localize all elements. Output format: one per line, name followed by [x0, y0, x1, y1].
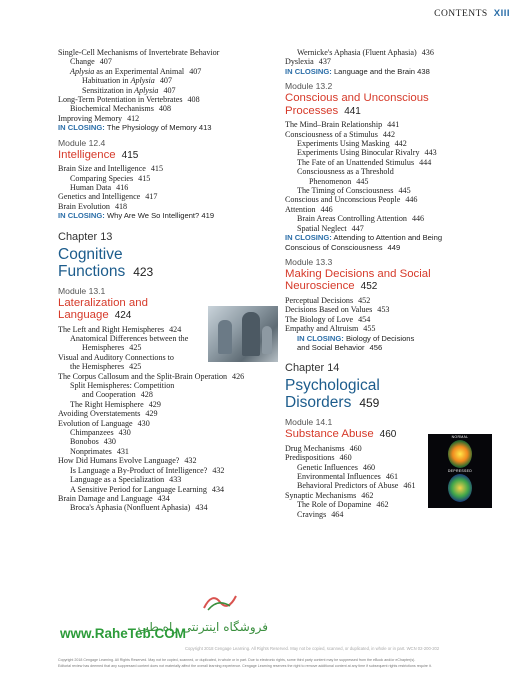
toc-entry-page: 442	[394, 139, 407, 149]
toc-entry-page: 446	[320, 204, 333, 214]
module-label: Module 13.3	[285, 256, 333, 267]
toc-entry-title: The Right Hemisphere	[70, 399, 144, 409]
toc-entry-page: 432	[184, 456, 197, 466]
toc-entry-title: Genetics and Intelligence	[58, 192, 141, 202]
toc-entry-title: Environmental Influences	[297, 472, 381, 482]
brain-scan-depressed	[448, 474, 472, 502]
brain-scan-image	[428, 434, 492, 508]
toc-entry[interactable]	[58, 466, 280, 475]
toc-entry-title: Brain Areas Controlling Attention	[297, 214, 407, 224]
module-label: Module 12.4	[58, 137, 106, 148]
toc-entry[interactable]	[285, 224, 513, 233]
copyright-line: Copyright 2018 Cengage Learning. All Rights Reserved. May not be copied, scanned, or duplicated, in whole or in part. Due to electronic rights, some third party content may be suppressed from the eBook and/or eChapter(s).	[58, 658, 416, 662]
toc-entry-title: Is Language a By-Product of Intelligence?	[70, 465, 208, 475]
toc-entry-title: Change	[70, 57, 95, 67]
toc-entry-title: Experiments Using Binocular Rivalry	[297, 148, 420, 158]
toc-entry-title: Empathy and Altruism	[285, 324, 359, 334]
toc-entry[interactable]	[58, 202, 280, 211]
toc-entry[interactable]	[58, 372, 280, 381]
toc-entry[interactable]	[285, 205, 513, 214]
toc-entry-page: 433	[169, 475, 182, 485]
toc-entry-title: The Corpus Callosum and the Split-Brain Operation	[58, 371, 228, 381]
toc-entry[interactable]	[285, 139, 513, 148]
toc-entry[interactable]	[58, 183, 280, 192]
toc-entry-page: 460	[339, 453, 352, 463]
toc-entry-page: 446	[405, 195, 418, 205]
toc-entry-title: Decisions Based on Values	[285, 305, 373, 315]
header-label: CONTENTS	[434, 9, 488, 19]
toc-left-column	[58, 48, 280, 513]
toc-entry-page: 452	[358, 295, 371, 305]
toc-entry-page: 430	[103, 437, 116, 447]
watermark-logo-icon	[200, 590, 240, 612]
toc-entry-title: Wernicke's Aphasia (Fluent Aphasia)	[297, 48, 417, 57]
toc-entry-title: Perceptual Decisions	[285, 295, 354, 305]
toc-entry-page: 464	[331, 509, 344, 519]
toc-entry[interactable]	[285, 305, 513, 314]
toc-entry-title: Predispositions	[285, 453, 335, 463]
toc-entry-title: Cravings	[297, 509, 327, 519]
toc-entry[interactable]	[285, 510, 513, 519]
toc-entry[interactable]	[58, 48, 280, 57]
toc-entry-title: Synaptic Mechanisms	[285, 490, 357, 500]
toc-entry-page: 407	[159, 76, 172, 86]
toc-entry-title: the Hemispheres	[70, 362, 125, 372]
toc-entry-page: 444	[419, 157, 432, 167]
toc-entry-page: 434	[157, 493, 170, 503]
toc-entry[interactable]	[58, 456, 280, 465]
in-closing-12-3[interactable]: IN CLOSING: The Physiology of Memory 413	[58, 123, 212, 133]
toc-entry-page: 445	[398, 186, 411, 196]
copyright-line: Copyright 2018 Cengage Learning. All Rights Reserved. May not be copied, scanned, or duplicated, in whole or in part. WCN 02-200-202	[185, 646, 440, 651]
toc-entry-page: 407	[163, 85, 176, 95]
toc-group-13-3	[285, 296, 513, 334]
toc-entry-page: 445	[356, 176, 369, 186]
toc-entry-title: A Sensitive Period for Language Learning	[70, 484, 207, 494]
toc-entry-title: Biochemical Mechanisms	[70, 104, 154, 114]
toc-entry-page: 430	[137, 418, 150, 428]
toc-entry-title: Broca's Aphasia (Nonfluent Aphasia)	[70, 503, 191, 513]
toc-entry-page: 455	[363, 324, 376, 334]
toc-entry[interactable]	[58, 437, 280, 446]
toc-entry-title: The Mind–Brain Relationship	[285, 120, 383, 130]
toc-entry-page: 453	[377, 305, 390, 315]
brain-label-normal: NORMAL	[451, 435, 469, 439]
toc-entry[interactable]	[58, 494, 280, 503]
module-title[interactable]: Making Decisions and Social Neuroscience 452	[285, 267, 431, 293]
toc-entry-page: 436	[421, 48, 434, 57]
toc-entry-title: Avoiding Overstatements	[58, 409, 141, 419]
toc-entry-page: 418	[114, 201, 128, 211]
toc-entry-page: 441	[387, 120, 400, 130]
toc-entry-title: Anatomical Differences between the	[70, 334, 189, 343]
toc-entry-page: 426	[232, 371, 245, 381]
toc-entry-title: Hemispheres	[82, 343, 125, 353]
toc-entry[interactable]	[58, 503, 280, 512]
brain-label-depressed: DEPRESSED	[447, 469, 473, 473]
toc-entry-page: 425	[129, 362, 142, 372]
brain-scan-normal	[448, 440, 472, 468]
toc-entry-page: 408	[158, 104, 171, 114]
toc-entry-page: 437	[318, 57, 331, 67]
running-header	[434, 8, 510, 19]
chapter-title[interactable]: Psychological Disorders 459	[285, 377, 380, 412]
toc-entry[interactable]	[58, 164, 280, 173]
toc-entry-page: 432	[212, 465, 225, 475]
toc-entry-page: 462	[376, 500, 389, 510]
toc-entry[interactable]	[285, 48, 513, 57]
toc-entry-page: 430	[118, 428, 131, 438]
module-title[interactable]: Conscious and Unconscious Processes 441	[285, 92, 429, 117]
toc-entry-page: 460	[362, 462, 376, 472]
toc-entry[interactable]	[58, 104, 280, 113]
toc-entry-title: Bonobos	[70, 437, 99, 447]
toc-entry[interactable]	[285, 148, 513, 157]
module-title[interactable]: Substance Abuse 460	[285, 428, 397, 441]
toc-entry-page: 412	[127, 113, 140, 123]
toc-entry-title: The Timing of Consciousness	[297, 186, 394, 196]
toc-entry-page: 434	[211, 484, 225, 494]
toc-entry-title: Genetic Influences	[297, 462, 358, 472]
toc-entry-title: Consciousness as a Threshold	[297, 167, 394, 177]
watermark-persian-text: فروشگاه اینترنتی راه طب	[137, 620, 268, 634]
toc-entry-page: 429	[145, 409, 158, 419]
toc-entry-title: Attention	[285, 204, 316, 214]
toc-entry-page: 431	[116, 446, 129, 456]
module-label: Module 13.1	[58, 285, 106, 296]
toc-entry[interactable]	[58, 114, 280, 123]
in-closing-12-4[interactable]: IN CLOSING: Why Are We So Intelligent? 419	[58, 211, 215, 221]
in-closing-13-2[interactable]: IN CLOSING: Attending to Attention and Being Conscious of Consciousness 449	[285, 233, 443, 252]
in-closing-13-1[interactable]: IN CLOSING: Language and the Brain 438	[285, 66, 430, 76]
toc-entry-title: Chimpanzees	[70, 428, 114, 438]
chapter-title[interactable]: Cognitive Functions 423	[58, 245, 154, 280]
toc-entry[interactable]	[58, 409, 280, 418]
toc-group-13-2	[285, 120, 513, 233]
toc-entry-title: Comparing Species	[70, 173, 134, 183]
toc-entry[interactable]	[285, 324, 513, 333]
toc-entry-title: Conscious and Unconscious People	[285, 195, 401, 205]
toc-entry-title: The Biology of Love	[285, 314, 354, 324]
module-title[interactable]: Intelligence 415	[58, 148, 139, 161]
toc-entry-title: Spatial Neglect	[297, 223, 347, 233]
toc-entry[interactable]	[285, 296, 513, 305]
toc-entry[interactable]	[285, 57, 513, 66]
toc-entry-page: 407	[189, 66, 202, 76]
toc-entry-title: Evolution of Language	[58, 418, 133, 428]
toc-entry[interactable]	[285, 158, 513, 167]
toc-entry-page: 428	[140, 390, 153, 400]
toc-entry-title: Drug Mechanisms	[285, 443, 345, 453]
toc-entry-title: The Fate of an Unattended Stimulus	[297, 157, 415, 167]
toc-entry-page: 408	[187, 95, 200, 105]
chapter-label: Chapter 14	[285, 362, 340, 375]
toc-entry-page: 447	[351, 223, 364, 233]
toc-group-12-3-tail	[58, 48, 280, 123]
photo-figure	[218, 320, 232, 354]
toc-entry[interactable]	[285, 177, 513, 186]
toc-entry[interactable]	[58, 447, 280, 456]
toc-entry-title: Phenomenon	[309, 176, 352, 186]
toc-entry-page: 434	[195, 503, 208, 513]
chapter-13-photo	[208, 306, 278, 362]
toc-entry-page: 424	[169, 324, 182, 334]
toc-entry-title: Experiments Using Masking	[297, 139, 390, 149]
toc-entry-page: 425	[129, 343, 142, 353]
toc-entry[interactable]	[58, 192, 280, 201]
toc-entry[interactable]	[58, 95, 280, 104]
toc-entry-title: Improving Memory	[58, 113, 123, 123]
toc-entry-title: Split Hemispheres: Competition	[70, 381, 175, 391]
toc-entry[interactable]	[58, 57, 280, 66]
toc-entry-page: 462	[361, 490, 374, 500]
toc-entry-title: Brain Evolution	[58, 201, 110, 211]
toc-entry-title: and Cooperation	[82, 390, 136, 400]
toc-entry[interactable]	[285, 167, 513, 176]
toc-entry-title: Brain Damage and Language	[58, 493, 153, 503]
toc-entry-title: Human Data	[70, 182, 112, 192]
page-number: XIII	[493, 8, 510, 19]
watermark-url[interactable]: www.RaheTeb.COM	[60, 626, 187, 641]
toc-entry[interactable]	[58, 86, 280, 95]
copyright-line: Editorial review has deemed that any suppressed content does not materially affect the overall learning experience. Cengage Learning reserves the right to remove additional content at any time if subsequent rights restrictions require it.	[58, 664, 432, 668]
toc-entry-title: The Left and Right Hemispheres	[58, 324, 165, 334]
toc-entry-page: 417	[145, 192, 158, 202]
toc-entry-title: Sensitization in Aplysia	[82, 85, 159, 95]
toc-entry-title: Consciousness of a Stimulus	[285, 129, 378, 139]
toc-entry-page: 416	[116, 182, 129, 192]
toc-entry-title: Language as a Specialization	[70, 475, 165, 485]
toc-entry[interactable]	[58, 475, 280, 484]
toc-entry-title: How Did Humans Evolve Language?	[58, 456, 180, 466]
toc-entry[interactable]	[58, 362, 280, 371]
toc-entry[interactable]	[285, 130, 513, 139]
toc-entry[interactable]	[285, 120, 513, 129]
photo-figure	[262, 326, 272, 354]
chapter-label: Chapter 13	[58, 230, 113, 243]
toc-entry-page: 407	[99, 57, 112, 67]
toc-entry-title: Habituation in Aplysia	[82, 76, 155, 86]
in-closing-13-3[interactable]: IN CLOSING: Biology of Decisions and Social Behavior 456	[297, 333, 415, 352]
toc-group-12-4	[58, 164, 280, 211]
toc-entry[interactable]	[285, 186, 513, 195]
toc-entry-title: Dyslexia	[285, 57, 314, 67]
toc-entry-page: 442	[382, 129, 395, 139]
toc-entry-page: 461	[403, 481, 416, 491]
toc-entry-page: 454	[358, 314, 371, 324]
toc-entry-title: Nonprimates	[70, 446, 112, 456]
toc-entry-page: 415	[138, 173, 151, 183]
toc-entry-title: Single-Cell Mechanisms of Invertebrate Behavior	[58, 48, 220, 57]
toc-entry[interactable]	[58, 400, 280, 409]
toc-entry-page: 446	[411, 214, 425, 224]
module-title[interactable]: Lateralization and Language 424	[58, 296, 148, 322]
toc-entry[interactable]	[285, 195, 513, 204]
toc-entry[interactable]	[58, 428, 280, 437]
toc-entry-title: Behavioral Predictors of Abuse	[297, 481, 399, 491]
toc-entry-page: 460	[349, 443, 362, 453]
toc-entry-title: Visual and Auditory Connections to	[58, 352, 174, 362]
toc-entry-title: The Role of Dopamine	[297, 500, 372, 510]
toc-entry[interactable]	[285, 315, 513, 324]
toc-entry-page: 461	[385, 472, 398, 482]
toc-entry[interactable]	[58, 381, 280, 390]
toc-entry-title: Long-Term Potentiation in Vertebrates	[58, 95, 183, 105]
toc-entry-page: 443	[424, 148, 437, 158]
toc-entry[interactable]	[58, 76, 280, 85]
toc-entry[interactable]	[58, 390, 280, 399]
toc-entry[interactable]	[58, 67, 280, 76]
module-label: Module 13.2	[285, 81, 333, 92]
toc-entry-page: 415	[150, 164, 164, 174]
toc-entry-page: 429	[148, 399, 161, 409]
photo-figure	[242, 312, 260, 356]
toc-group-13-1-tail	[285, 48, 513, 67]
toc-entry-title: Aplysia as an Experimental Animal	[70, 66, 185, 76]
toc-entry[interactable]	[58, 174, 280, 183]
toc-entry[interactable]	[285, 214, 513, 223]
module-label: Module 14.1	[285, 417, 333, 428]
toc-entry[interactable]	[58, 485, 280, 494]
toc-entry[interactable]	[58, 419, 280, 428]
toc-entry-title: Brain Size and Intelligence	[58, 164, 146, 174]
